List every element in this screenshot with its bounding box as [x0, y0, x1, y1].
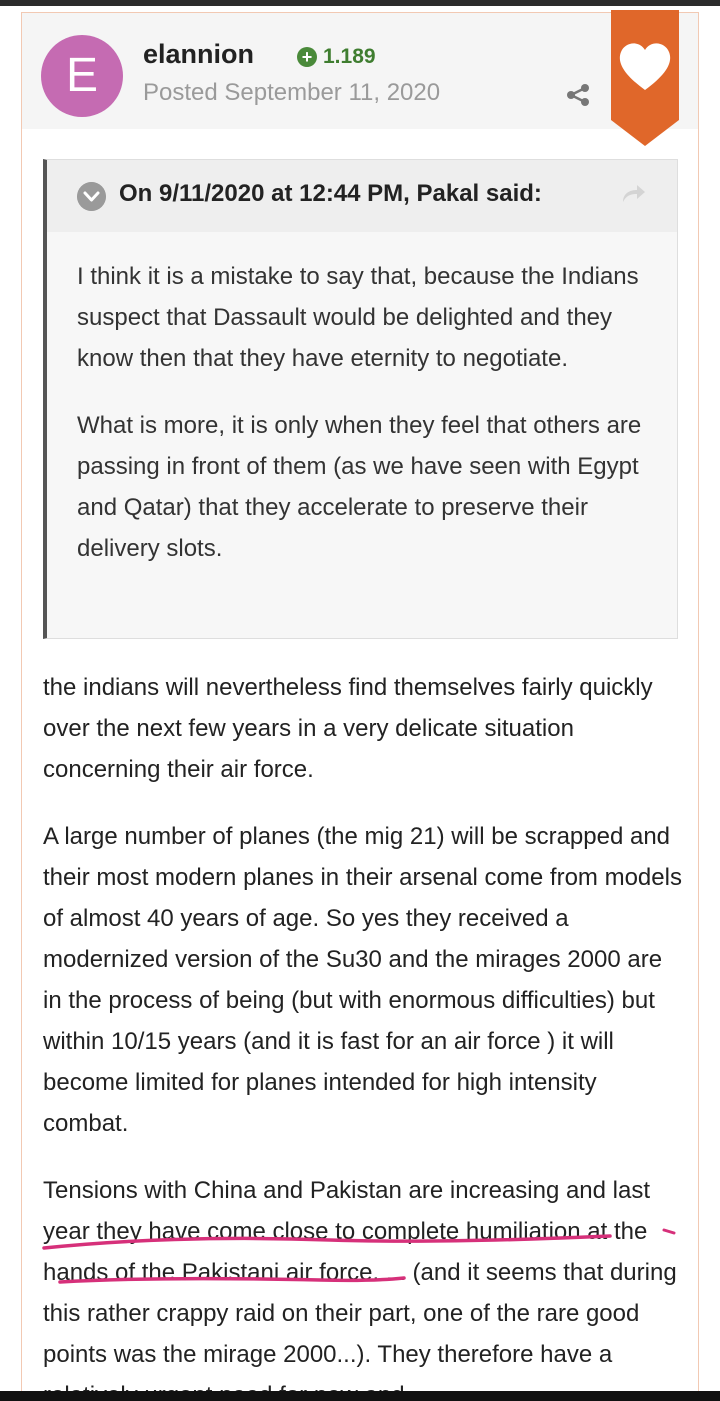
quote-body [77, 256, 657, 595]
post-paragraph: the indians will nevertheless find themselves fairly quickly over the next few years in a very delicate situation concerning their air force. [43, 674, 653, 783]
quote-header [47, 160, 677, 232]
quote-paragraph: I think it is a mistake to say that, because the Indians suspect that Dassault would be delighted and they know then that they have eternity to negotiate. [77, 263, 639, 372]
post-paragraph: A large number of planes (the mig 21) will be scrapped and their most modern planes in their arsenal come from models of almost 40 years of age. So yes they received a modernized version of the Su30 and the mirages 2000 are in the process of being (but with enormous difficulties) but within 10/15 years (and it is fast for an air force ) it will become limited for planes intended for high intensity combat. [43, 823, 682, 1137]
reputation-value: 1.189 [323, 45, 376, 68]
plus-circle-icon: + [297, 47, 317, 67]
reputation-badge [297, 45, 376, 69]
like-button[interactable] [611, 10, 679, 146]
forum-post [21, 12, 699, 1401]
quote-block [43, 159, 678, 639]
avatar[interactable]: E [41, 35, 123, 117]
go-to-quote-icon[interactable] [619, 182, 647, 206]
post-header [22, 13, 698, 129]
username[interactable]: elannion [143, 39, 255, 69]
post-paragraph: Tensions with China and Pakistan are increasing and last year they have come close to complete humiliation at the hands of the Pakistani air force. . . (and it seems that during this rather crappy raid on their part, one of the rare good points was the mirage 2000...). They therefore have a [43, 1177, 677, 1368]
quote-paragraph: What is more, it is only when they feel that others are passing in front of them (as we have seen with Egypt and Qatar) that they accelerate to preserve their delivery slots. [77, 412, 642, 562]
quote-citation: On 9/11/2020 at 12:44 PM, Pakal said: [119, 180, 542, 207]
top-bar [0, 0, 720, 6]
bottom-bar [0, 1391, 720, 1401]
share-icon[interactable] [565, 83, 591, 107]
chevron-down-icon[interactable] [77, 182, 106, 211]
post-body [43, 667, 683, 1401]
post-date[interactable]: Posted September 11, 2020 [143, 79, 441, 106]
